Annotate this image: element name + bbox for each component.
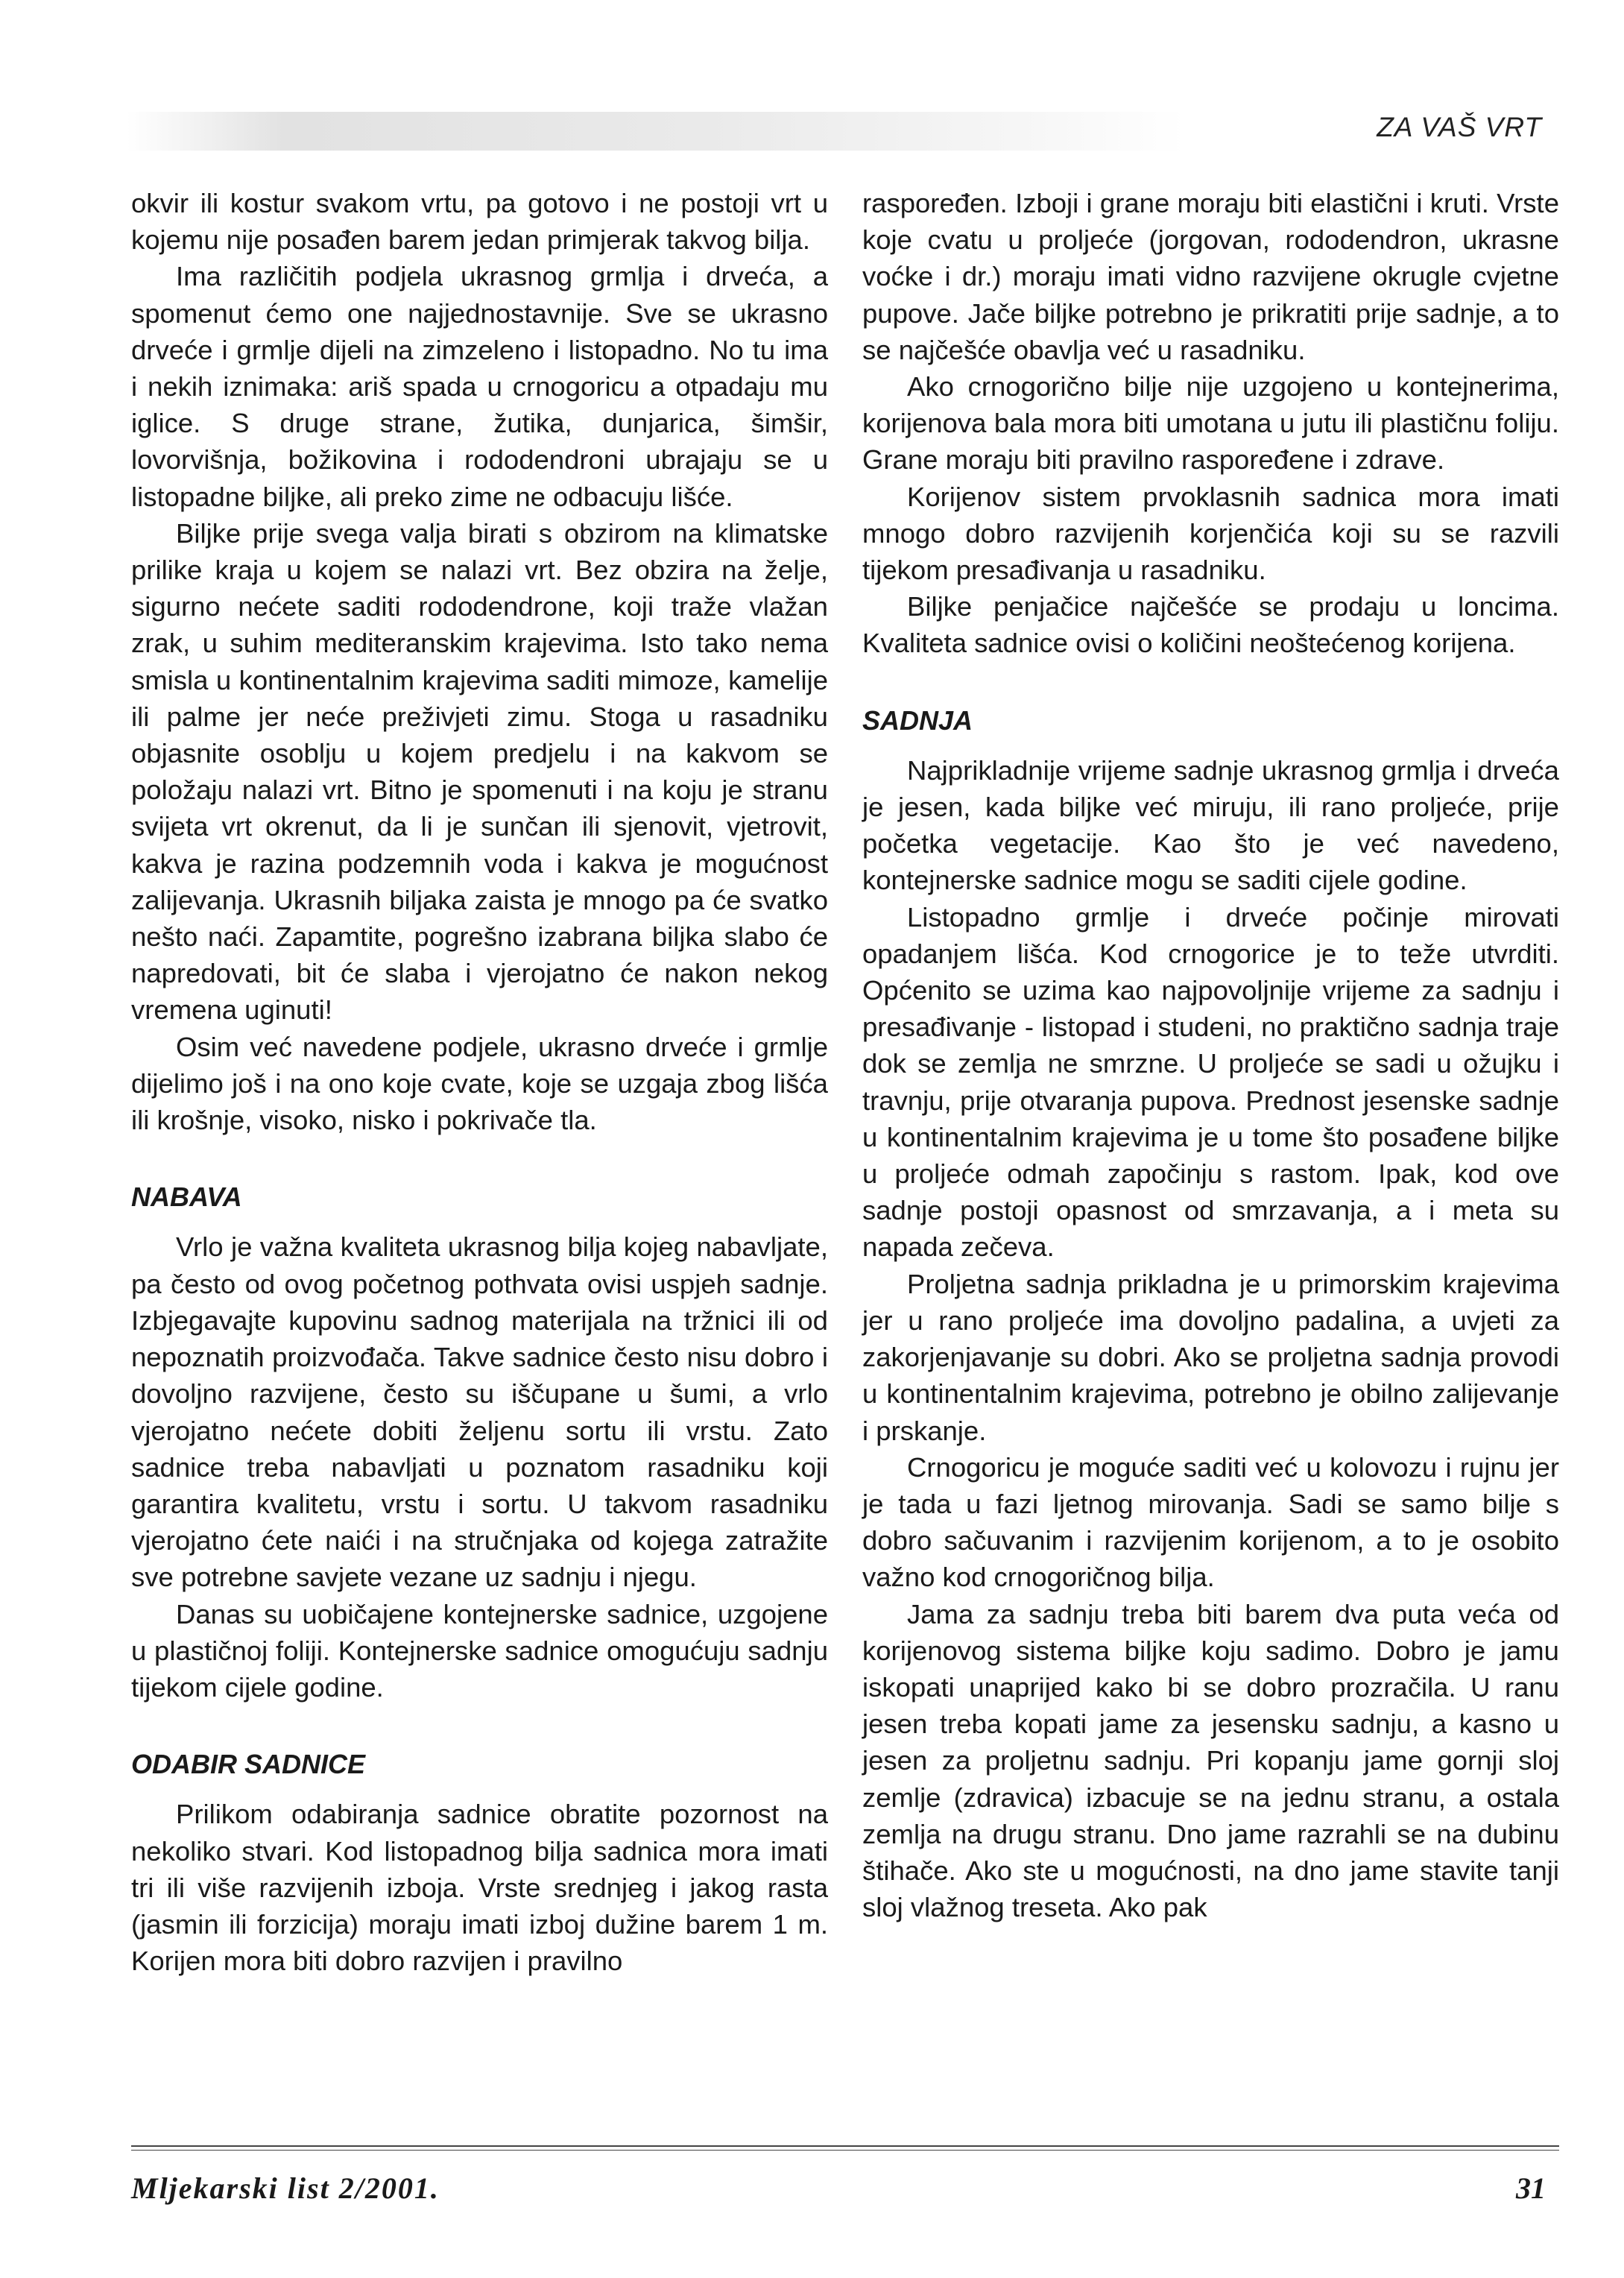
left-column — [131, 185, 828, 1979]
paragraph: Ako crnogorično bilje nije uzgojeno u kontejnerima, korijenova bala mora biti umotana u jutu ili plastičnu foliju. Grane moraju biti pravilno raspoređene i zdrave. — [862, 371, 1559, 476]
section-title: ZA VAŠ VRT — [1377, 112, 1542, 142]
right-column — [862, 185, 1559, 1925]
heading-sadnja: SADNJA — [862, 704, 973, 736]
paragraph: Ima različitih podjela ukrasnog grmlja i drveća, a spomenut ćemo one najjednostavnije. Sve se ukrasno drveće i grmlje dijeli na zimzeleno i listopadno. No tu ima i nekih iznimaka: ariš spada u crnogoricu a otpadaju mu iglice. S druge strane, žutika, dunjarica, šimšir, lovorvišnja, božikovina i rododendroni ubrajaju se u listopadne biljke, ali preko zime ne odbacuju lišće. — [131, 261, 828, 512]
header-band — [127, 112, 1185, 151]
paragraph: okvir ili kostur svakom vrtu, pa gotovo i ne postoji vrt u kojemu nije posađen barem jedan primjerak takvog bilja. — [131, 188, 828, 256]
paragraph: Biljke penjačice najčešće se prodaju u loncima. Kvaliteta sadnice ovisi o količini neoštećenog korijena. — [862, 591, 1559, 659]
paragraph: Prilikom odabiranja sadnice obratite pozornost na nekoliko stvari. Kod listopadnog bilja sadnica mora imati tri ili više razvijenih izboja. Vrste srednjeg i jakog rasta (jasmin ili forzicija) moraju imati izboj dužine barem 1 m. Korijen mora biti dobro razvijen i pravilno — [131, 1799, 828, 1977]
paragraph: Crnogoricu je moguće saditi već u kolovozu i rujnu jer je tada u fazi ljetnog mirovanja. Sadi se samo bilje s dobro sačuvanim i razvijenim korijenom, a to je osobito važno kod crnogoričnog bilja. — [862, 1451, 1559, 1593]
paragraph: Jama za sadnju treba biti barem dva puta veća od korijenovog sistema biljke koju sadimo. Dobro je jamu iskopati unaprijed kako bi se dobro prozračila. U ranu jesen treba kopati jame za jesensku sadnju, a kasno u jesen za proljetnu sadnju. Pri kopanju jame gornji sloj zemlje (zdravica) izbacuje se na jednu stranu, a ostala zemlja na drugu stranu. Dno jame razrahli se na dubinu štihače. Ako ste u mogućnosti, na dno jame stavite tanji sloj vlažnog treseta. Ako pak — [862, 1598, 1559, 1923]
footer-rule-thin — [131, 2150, 1559, 2151]
paragraph: raspoređen. Izboji i grane moraju biti elastični i kruti. Vrste koje cvatu u proljeće (jorgovan, rododendron, ukrasne voćke i dr.) moraju imati vidno razvijene okrugle cvjetne pupove. Jače biljke potrebno je prikratiti prije sadnje, a to se najčešće obavlja već u rasadniku. — [862, 188, 1559, 365]
paragraph: Proljetna sadnja prikladna je u primorskim krajevima jer u rano proljeće ima dovoljno padalina, a uvjeti za zakorjenjavanje su dobri. Ako se proljetna sadnja provodi u kontinentalnim krajevima, potrebno je obilno zalijevanje i prskanje. — [862, 1268, 1559, 1446]
paragraph: Listopadno grmlje i drveće počinje mirovati opadanjem lišća. Kod crnogorice je to teže utvrditi. Općenito se uzima kao najpovoljnije vrijeme za sadnju i presađivanje - listopad i studeni, no praktično sadnja traje dok se zemlja ne smrzne. U proljeće se sadi u ožujku i travnju, prije otvaranja pupova. Prednost jesenske sadnje u kontinentalnim krajevima je u tome što posađene biljke u proljeće odmah započinju s rastom. Ipak, kod ove sadnje postoji opasnost od smrzavanja, a i meta su napada zečeva. — [862, 901, 1559, 1263]
journal-title: Mljekarski list 2/2001. — [131, 2171, 440, 2205]
footer-rule — [131, 2145, 1559, 2147]
paragraph: Danas su uobičajene kontejnerske sadnice, uzgojene u plastičnoj foliji. Kontejnerske sadnice omogućuju sadnju tijekom cijele godine. — [131, 1598, 828, 1703]
page-number: 31 — [1516, 2171, 1546, 2205]
paragraph: Osim već navedene podjele, ukrasno drveće i grmlje dijelimo još i na ono koje cvate, koje se uzgaja zbog lišća ili krošnje, visoko, nisko i pokrivače tla. — [131, 1031, 828, 1136]
paragraph: Korijenov sistem prvoklasnih sadnica mora imati mnogo dobro razvijenih korjenčića koji su se razvili tijekom presađivanja u rasadniku. — [862, 481, 1559, 586]
paragraph: Biljke prije svega valja birati s obzirom na klimatske prilike kraja u kojem se nalazi vrt. Bez obzira na želje, sigurno nećete saditi rododendrone, koji traže vlažan zrak, u suhim mediteranskim krajevima. Isto tako nema smisla u kontinentalnim krajevima saditi mimoze, kamelije ili palme jer neće preživjeti zimu. Stoga u rasadniku objasnite osoblju u kojem predjelu i na kakvom se položaju nalazi vrt. Bitno je spomenuti i na koju je stranu svijeta vrt okrenut, da li je sunčan ili sjenovit, vjetrovit, kakva je razina podzemnih voda i kakva je mogućnost zalijevanja. Ukrasnih biljaka zaista je mnogo pa će svatko nešto naći. Zapamtite, pogrešno izabrana biljka slabo će napredovati, bit će slaba i vjerojatno će nakon nekog vremena uginuti! — [131, 517, 828, 1026]
heading-nabava: NABAVA — [131, 1181, 242, 1213]
paragraph: Vrlo je važna kvaliteta ukrasnog bilja kojeg nabavljate, pa često od ovog početnog pothvata ovisi uspjeh sadnje. Izbjegavajte kupovinu sadnog materijala na tržnici ili od nepoznatih proizvođača. Takve sadnice često nisu dobro i dovoljno razvijene, često su iščupane u šumi, a vrlo vjerojatno nećete dobiti željenu sortu ili vrstu. Zato sadnice treba nabavljati u poznatom rasadniku koji garantira kvalitetu, vrstu i sortu. U takvom rasadniku vjerojatno ćete naići i na stručnjaka od kojega zatražite sve potrebne savjete vezane uz sadnju i njegu. — [131, 1231, 828, 1593]
heading-odabir-sadnice: ODABIR SADNICE — [131, 1749, 366, 1780]
paragraph: Najprikladnije vrijeme sadnje ukrasnog grmlja i drveća je jesen, kada biljke već miruju, ili rano proljeće, prije početka vegetacije. Kao što je već navedeno, kontejnerske sadnice mogu se saditi cijele godine. — [862, 754, 1559, 896]
